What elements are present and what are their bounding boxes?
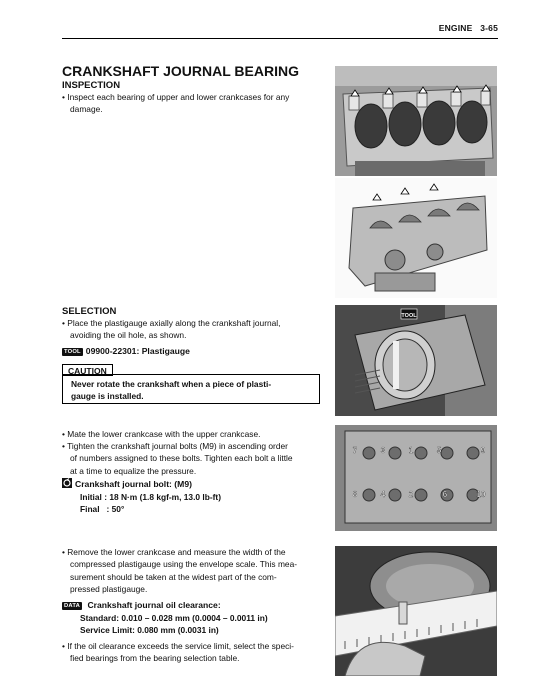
photo-tool-badge: TOOL <box>401 313 417 319</box>
torque-final: Final : 50° <box>80 504 125 514</box>
upper-crankcase-photo <box>335 66 497 176</box>
bolt-number: 8 <box>352 490 358 499</box>
text-line: pressed plastigauge. <box>70 584 148 595</box>
text-line: at a time to equalize the pressure. <box>70 465 197 476</box>
page-title: CRANKSHAFT JOURNAL BEARING <box>62 63 299 79</box>
envelope-scale-photo <box>335 546 497 676</box>
selection-bullet-4 <box>62 546 320 596</box>
header-section-page <box>439 23 498 33</box>
caution-line: gauge is installed. <box>71 391 144 401</box>
text-line: • Place the plastigauge axially along the crankshaft journal, <box>62 318 281 328</box>
bolt-number: 7 <box>352 446 358 455</box>
text-line: surement should be taken at the widest part of the com- <box>70 571 277 582</box>
bolt-sequence-photo <box>335 425 497 531</box>
text-line: • Remove the lower crankcase and measure the width of the <box>62 547 286 557</box>
text-line: of numbers assigned to these bolts. Tighten each bolt a little <box>70 453 293 464</box>
tool-text: 09900-22301: Plastigauge <box>85 346 190 356</box>
torque-wrench-icon <box>62 478 72 488</box>
page-header <box>62 22 498 39</box>
special-tool-row <box>62 346 190 356</box>
torque-initial: Initial : 18 N·m (1.8 kgf-m, 13.0 lb-ft) <box>80 492 222 502</box>
selection-bullet-3 <box>62 440 320 477</box>
text-line: avoiding the oil hole, as shown. <box>70 330 187 341</box>
bolt-number: 1 <box>408 446 414 455</box>
selection-bullet-2 <box>62 428 320 440</box>
bolt-number: 6 <box>442 490 448 499</box>
text-line: • If the oil clearance exceeds the service limit, select the speci- <box>62 641 294 651</box>
torque-title: Crankshaft journal bolt: (M9) <box>75 479 192 489</box>
inspection-heading: INSPECTION <box>62 80 121 91</box>
page-number: 3-65 <box>480 23 498 33</box>
bolt-number: 9 <box>480 446 486 455</box>
tool-badge-icon: TOOL <box>64 349 81 355</box>
torque-row <box>62 478 192 489</box>
selection-bullet-1 <box>62 317 320 342</box>
data-badge-icon: DATA <box>64 603 81 609</box>
data-row <box>62 600 221 610</box>
data-limit: Service Limit: 0.080 mm (0.0031 in) <box>80 625 219 635</box>
text-line: fied bearings from the bearing selection table. <box>70 653 240 664</box>
text-line: damage. <box>70 104 103 115</box>
selection-bullet-5 <box>62 640 320 665</box>
caution-label: CAUTION <box>62 364 113 376</box>
inspection-bullet <box>62 91 320 116</box>
data-standard: Standard: 0.010 – 0.028 mm (0.0004 – 0.0011 in) <box>80 613 268 623</box>
bolt-number: 4 <box>380 490 386 499</box>
plastigauge-journal-photo <box>335 305 497 416</box>
bolt-number: 5 <box>436 446 442 455</box>
caution-line: Never rotate the crankshaft when a piece of plasti- <box>71 379 272 389</box>
lower-crankcase-photo <box>335 178 497 298</box>
header-section: ENGINE <box>438 23 473 33</box>
data-title: Crankshaft journal oil clearance: <box>87 600 221 610</box>
caution-box <box>62 374 320 404</box>
bolt-number: 10 <box>476 490 486 499</box>
bolt-number: 3 <box>380 446 386 455</box>
text-line: compressed plastigauge using the envelope scale. This mea- <box>70 559 298 570</box>
text-line: • Mate the lower crankcase with the upper crankcase. <box>62 429 261 439</box>
selection-heading: SELECTION <box>62 306 117 317</box>
text-line: • Inspect each bearing of upper and lower crankcases for any <box>62 92 290 102</box>
bolt-number: 2 <box>408 490 414 499</box>
text-line: • Tighten the crankshaft journal bolts (M9) in ascending order <box>62 441 288 451</box>
